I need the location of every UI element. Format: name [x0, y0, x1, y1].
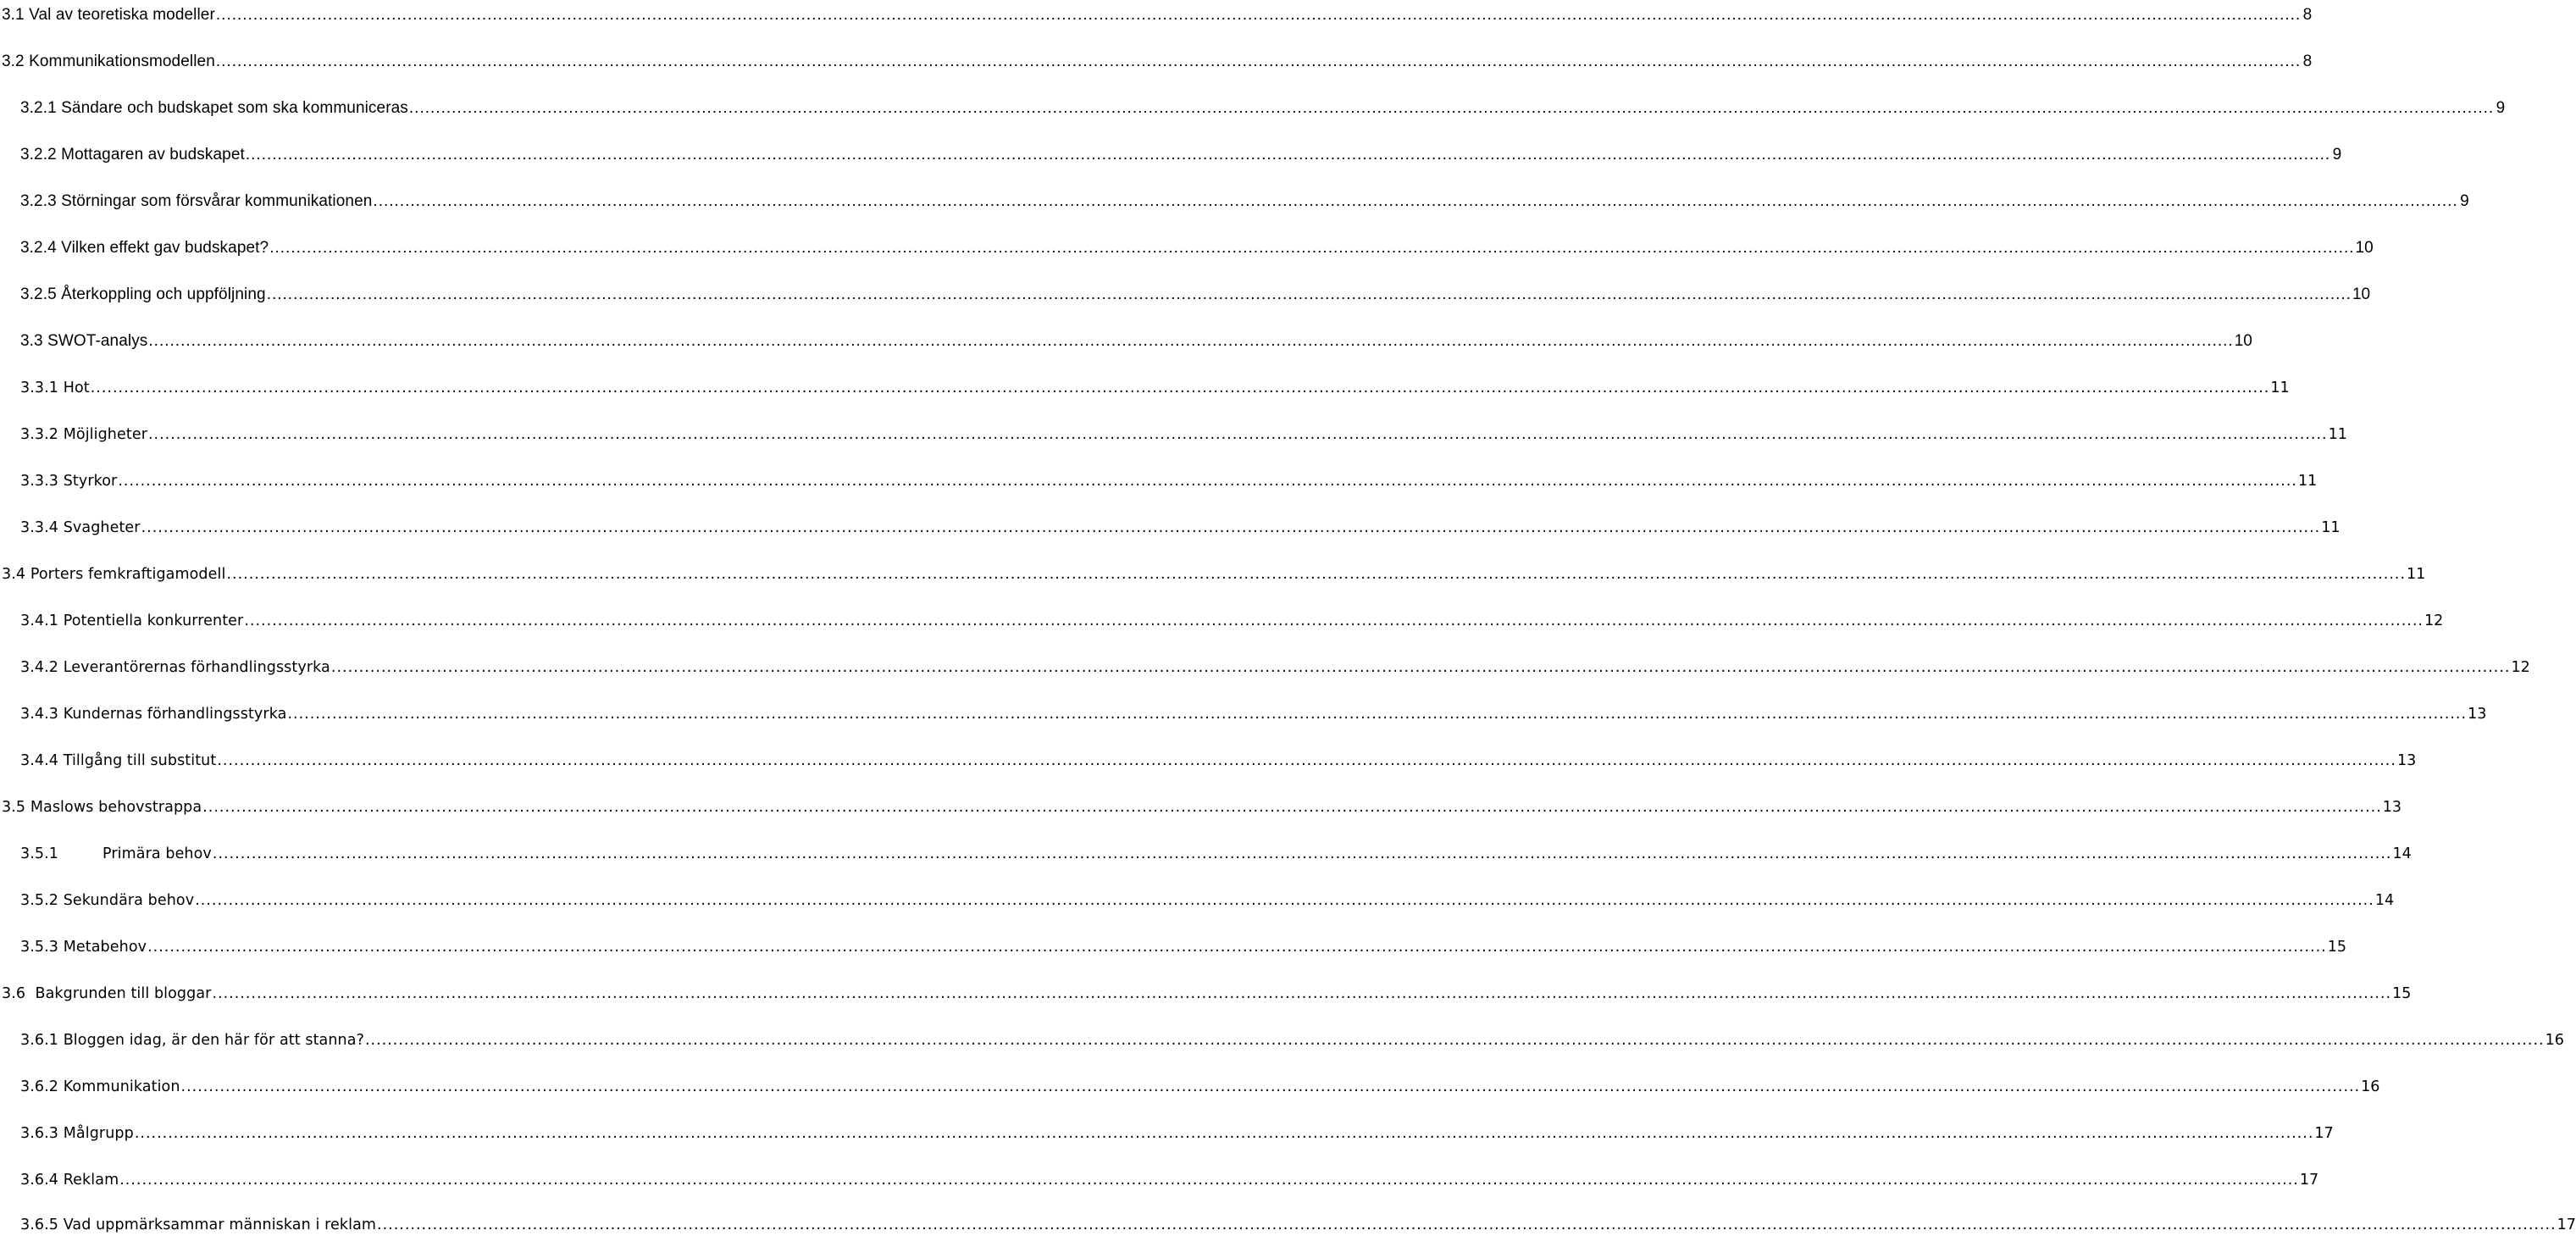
toc-entry-number: 3.4.1: [20, 612, 59, 629]
toc-entry-3-2-4[interactable]: [0, 233, 2374, 258]
toc-entry-title: Återkoppling och uppföljning: [61, 285, 266, 303]
toc-entry-page: 10: [2234, 332, 2252, 350]
toc-entry-number: 3.4.3: [20, 706, 59, 723]
toc-entry-number: 3.2.5: [20, 285, 57, 303]
dot-leader: [216, 5, 2301, 25]
toc-entry-3-4-4[interactable]: [0, 745, 2417, 771]
toc-entry-page: 14: [2374, 892, 2395, 909]
toc-entry-3-4[interactable]: [0, 559, 2426, 585]
toc-entry-number: 3.3.3: [20, 473, 59, 490]
toc-entry-title: Kommunikation: [63, 1078, 180, 1095]
toc-entry-number: 3.6.3: [20, 1125, 59, 1142]
toc-entry-title: Kundernas förhandlingsstyrka: [63, 706, 287, 723]
toc-entry-number: 3.1: [2, 6, 25, 24]
toc-entry-number: 3.2: [2, 53, 25, 70]
dot-leader: [212, 984, 2391, 1004]
toc-entry-title: Vilken effekt gav budskapet?: [61, 239, 269, 257]
dot-leader: [226, 564, 2406, 585]
toc-entry-title: Maslows behovstrappa: [30, 799, 202, 816]
dot-leader: [202, 797, 2382, 818]
toc-entry-title: Sändare och budskapet som ska kommuniceras: [61, 99, 408, 117]
toc-entry-page: 10: [2355, 239, 2374, 257]
toc-entry-3-6-2[interactable]: [0, 1072, 2380, 1097]
toc-entry-3-1[interactable]: [0, 0, 2313, 25]
toc-entry-title: Sekundära behov: [63, 892, 195, 909]
toc-entry-page: 13: [2468, 706, 2487, 723]
toc-entry-number: 3.5.3: [20, 939, 59, 956]
toc-entry-number: 3.6.5: [20, 1217, 59, 1233]
toc-entry-page: 12: [2511, 659, 2530, 676]
toc-entry-3-2-1[interactable]: [0, 93, 2506, 119]
dot-leader: [118, 471, 2297, 491]
toc-entry-title: SWOT-analys: [47, 332, 148, 350]
toc-entry-3-3-2[interactable]: [0, 419, 2347, 445]
toc-entry-3-6[interactable]: [0, 978, 2412, 1004]
dot-leader: [147, 937, 2327, 957]
toc-entry-title: Svagheter: [63, 519, 141, 536]
toc-entry-number: 3.6.2: [20, 1078, 59, 1095]
toc-entry-page: 9: [2332, 146, 2342, 164]
toc-entry-number: 3.3: [20, 332, 43, 350]
toc-entry-number: 3.3.1: [20, 380, 59, 396]
toc-entry-3-5[interactable]: [0, 792, 2402, 818]
toc-entry-title: Val av teoretiska modeller: [29, 6, 215, 24]
dot-leader: [148, 424, 2328, 445]
toc-entry-title: Kommunikationsmodellen: [29, 53, 215, 70]
toc-entry-3-6-3[interactable]: [0, 1118, 2334, 1144]
toc-entry-title: Styrkor: [63, 473, 118, 490]
toc-entry-title: Leverantörernas förhandlingsstyrka: [63, 659, 330, 676]
toc-entry-page: 13: [2396, 752, 2417, 769]
dot-leader: [269, 238, 2354, 258]
toc-entry-number: 3.4: [2, 566, 26, 583]
toc-entry-page: 15: [2392, 985, 2412, 1002]
dot-leader: [148, 331, 2233, 352]
toc-entry-page: 15: [2327, 939, 2346, 956]
toc-entry-3-2-3[interactable]: [0, 186, 2469, 212]
toc-entry-3-3[interactable]: [0, 326, 2252, 352]
toc-entry-number: 3.6: [2, 985, 26, 1002]
toc-entry-number: 3.4.4: [20, 752, 59, 769]
toc-entry-page: 12: [2424, 612, 2444, 629]
toc-entry-3-6-4[interactable]: [0, 1165, 2319, 1190]
dot-leader: [181, 1077, 2361, 1097]
toc-entry-title: Bloggen idag, är den här för att stanna?: [63, 1032, 364, 1049]
toc-entry-3-2[interactable]: [0, 47, 2313, 72]
toc-entry-3-3-4[interactable]: [0, 513, 2341, 538]
dot-leader: [216, 52, 2301, 72]
toc-entry-page: 8: [2302, 6, 2313, 24]
toc-entry-3-5-3[interactable]: [0, 932, 2346, 957]
toc-entry-number: 3.2.3: [20, 192, 57, 210]
dot-leader: [119, 1170, 2299, 1190]
toc-entry-3-4-3[interactable]: [0, 699, 2487, 724]
dot-leader: [244, 611, 2424, 631]
toc-entry-number: 3.5: [2, 799, 26, 816]
toc-entry-title: Primära behov: [102, 845, 212, 862]
toc-entry-page: 11: [2328, 426, 2347, 443]
toc-entry-3-4-1[interactable]: [0, 606, 2444, 631]
toc-entry-title: Reklam: [63, 1172, 119, 1189]
toc-entry-page: 14: [2392, 845, 2412, 862]
dot-leader: [409, 98, 2494, 119]
dot-leader: [217, 751, 2396, 771]
toc-entry-title: Bakgrunden till bloggar: [35, 985, 212, 1002]
toc-entry-3-2-2[interactable]: [0, 140, 2342, 165]
toc-entry-3-3-1[interactable]: [0, 373, 2290, 398]
toc-entry-title: Metabehov: [63, 939, 147, 956]
dot-leader: [195, 890, 2374, 911]
toc-entry-number: 3.3.4: [20, 519, 59, 536]
toc-entry-number: 3.6.1: [20, 1032, 59, 1049]
toc-entry-title: Målgrupp: [63, 1125, 134, 1142]
toc-entry-title: Vad uppmärksammar människan i reklam: [63, 1217, 377, 1233]
toc-entry-number: 3.2.4: [20, 239, 57, 257]
toc-entry-3-4-2[interactable]: [0, 652, 2530, 678]
toc-entry-page: 16: [2361, 1078, 2380, 1095]
toc-entry-page: 11: [2407, 566, 2426, 583]
toc-entry-page: 17: [2299, 1172, 2319, 1189]
toc-entry-3-2-5[interactable]: [0, 280, 2371, 305]
toc-entry-number: 3.5.1: [20, 845, 59, 862]
dot-leader: [267, 285, 2352, 305]
dot-leader: [365, 1030, 2545, 1050]
toc-entry-number: 3.6.4: [20, 1172, 59, 1189]
toc-entry-page: 9: [2460, 192, 2469, 210]
toc-entry-page: 11: [2297, 473, 2318, 490]
dot-leader: [377, 1215, 2557, 1235]
toc-entry-title: Störningar som försvårar kommunikationen: [61, 192, 373, 210]
dot-leader: [246, 145, 2330, 165]
dot-leader: [91, 378, 2270, 398]
toc-entry-page: 8: [2302, 53, 2313, 70]
toc-entry-number: 3.2.1: [20, 99, 57, 117]
toc-entry-number: 3.2.2: [20, 146, 57, 164]
toc-entry-title: Hot: [63, 380, 90, 396]
toc-entry-page: 10: [2352, 285, 2371, 303]
dot-leader: [213, 844, 2392, 864]
toc-entry-number: 3.4.2: [20, 659, 59, 676]
toc-entry-page: 11: [2321, 519, 2341, 536]
toc-entry-title: Tillgång till substitut: [63, 752, 217, 769]
dot-leader: [141, 518, 2321, 538]
toc-entry-page: 13: [2382, 799, 2402, 816]
toc-entry-3-6-1[interactable]: [0, 1025, 2564, 1050]
toc-entry-title: Möjligheter: [63, 426, 147, 443]
toc-entry-number: 3.3.2: [20, 426, 59, 443]
toc-entry-page: 16: [2545, 1032, 2564, 1049]
toc-entry-title: Mottagaren av budskapet: [61, 146, 245, 164]
dot-leader: [331, 657, 2511, 678]
toc-entry-3-3-3[interactable]: [0, 466, 2318, 491]
toc-entry-page: 11: [2270, 380, 2290, 396]
toc-entry-page: 17: [2557, 1217, 2576, 1233]
toc-entry-title: Potentiella konkurrenter: [63, 612, 244, 629]
toc-entry-3-5-2[interactable]: [0, 885, 2395, 911]
toc-entry-3-6-5[interactable]: [0, 1210, 2576, 1235]
toc-entry-page: 17: [2314, 1125, 2334, 1142]
dot-leader: [373, 191, 2457, 212]
toc-entry-3-5-1[interactable]: [0, 839, 2412, 864]
dot-leader: [135, 1123, 2314, 1144]
toc-entry-number: 3.5.2: [20, 892, 59, 909]
dot-leader: [287, 704, 2467, 724]
toc-entry-title: Porters femkraftigamodell: [30, 566, 226, 583]
toc-entry-page: 9: [2496, 99, 2506, 117]
